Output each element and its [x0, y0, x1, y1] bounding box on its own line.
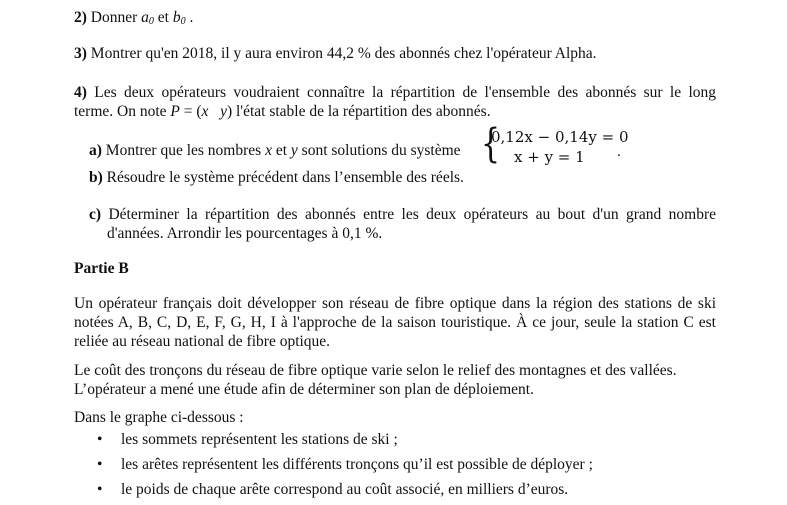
- question-4-line-1: 4) Les deux opérateurs voudraient connaître la répartition de l'ensemble des abonnés sur le long: [74, 84, 717, 101]
- question-text: Donner: [90, 9, 138, 26]
- paragraph-3: Dans le graphe ci-dessous :: [74, 409, 244, 426]
- sub-question-a: a) Montrer que les nombres x et y sont solutions du système: [89, 142, 461, 159]
- section-title: Partie B: [74, 260, 129, 277]
- question-3: [74, 44, 716, 63]
- math-eq: = (: [183, 103, 202, 120]
- system-end-dot: .: [617, 144, 621, 160]
- sub-question-c-line-2: d'années. Arrondir les pourcentages à 0,1 %.: [107, 225, 383, 242]
- question-number: 3): [74, 45, 87, 62]
- math-y: y: [290, 142, 298, 159]
- question-4: [74, 83, 716, 121]
- sub-question-c-line-1: c) Déterminer la répartition des abonnés entre les deux opérateurs au bout d'un grand nombre: [89, 206, 717, 223]
- sub-label: c): [89, 206, 102, 223]
- math-y: y: [220, 103, 227, 120]
- math-a: $a_0$: [141, 9, 154, 27]
- question-text-mid: et: [157, 9, 169, 26]
- list-item: • les sommets représentent les stations de ski ;: [97, 431, 398, 448]
- equation-2: x + y = 1: [514, 148, 585, 166]
- question-2: [74, 8, 716, 27]
- sub-question-c: [89, 205, 716, 243]
- math-x: x: [201, 103, 209, 120]
- bullet-icon: •: [97, 456, 103, 473]
- equation-1: 0,12x − 0,14y = 0: [491, 128, 629, 146]
- question-end: .: [189, 9, 194, 26]
- question-number: 4): [74, 84, 87, 101]
- question-number: 2): [74, 9, 87, 26]
- list-item: • les arêtes représentent les différents tronçons qu’il est possible de déployer ;: [97, 456, 593, 473]
- sub-label: b): [89, 169, 103, 186]
- sub-label: a): [89, 142, 102, 159]
- bullet-icon: •: [97, 431, 103, 448]
- math-P: P: [170, 103, 180, 120]
- brace-icon: {: [481, 121, 501, 167]
- bullet-icon: •: [97, 481, 103, 498]
- paragraph-2: Le coût des tronçons du réseau de fibre optique varie selon le relief des montagnes et des vallées. L’opérateur a mené une étude afin de déterminer son plan de déploiement.: [74, 362, 677, 398]
- paragraph-1: Un opérateur français doit développer son réseau de fibre optique dans la région des stations de ski notées A, B, C, D, E, F, G, H, I à l'approche de la saison touristique. À ce jour, seule la station C est reliée au réseau national de fibre optique.: [74, 295, 716, 350]
- list-item: • le poids de chaque arête correspond au coût associé, en milliers d’euros.: [97, 481, 569, 498]
- math-b: $b_0$: [172, 9, 186, 27]
- question-4-line-2: terme. On note P = (x y) l'état stable de la répartition des abonnés.: [74, 103, 491, 120]
- bullet-list: [74, 430, 714, 505]
- math-x: x: [265, 142, 272, 159]
- question-text: Montrer qu'en 2018, il y aura environ 44,2 % des abonnés chez l'opérateur Alpha.: [90, 45, 597, 62]
- sub-question-b: b) Résoudre le système précédent dans l’ensemble des réels.: [89, 169, 464, 186]
